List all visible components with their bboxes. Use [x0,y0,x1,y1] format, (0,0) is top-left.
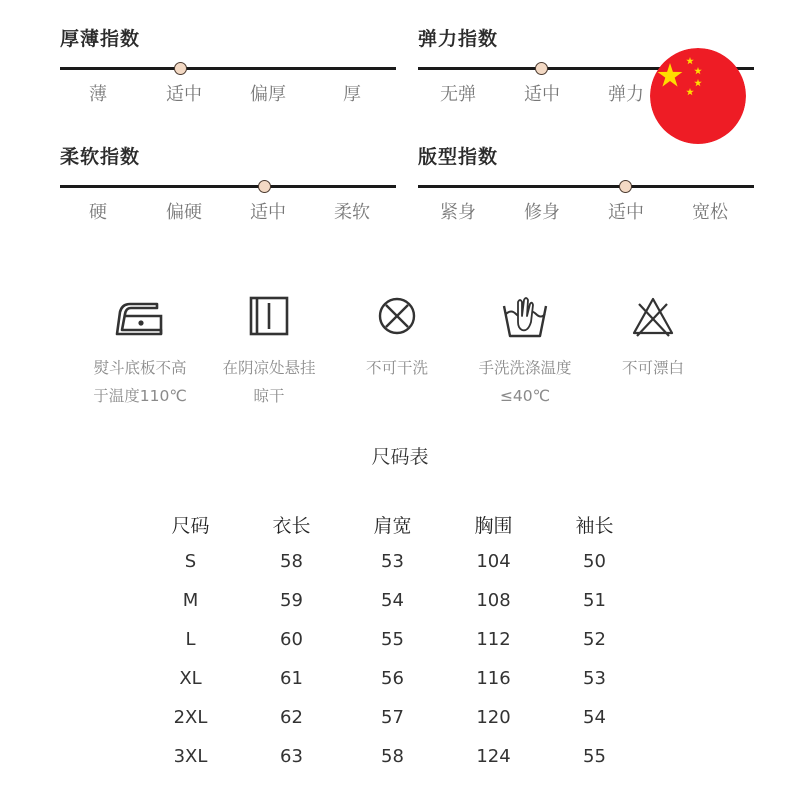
table-cell: 54 [583,707,606,728]
index-block-fit [418,142,758,242]
flag-background [650,48,746,144]
table-cell: L [185,629,196,650]
table-cell: 58 [381,746,404,767]
column-header: 衣长 [272,514,311,537]
scale-label: 无弹 [440,84,476,105]
care-hand-wash [455,292,595,410]
index-title: 柔软指数 [60,146,141,168]
table-cell: 55 [583,746,606,767]
care-text-line: 于温度110℃ [93,387,187,405]
column-header: 尺码 [171,514,210,537]
table-cell: 60 [280,629,303,650]
table-cell: 55 [381,629,404,650]
scale-indicator [174,62,187,75]
column-header: 袖长 [575,514,614,537]
table-cell: 61 [280,668,303,689]
scale-label: 适中 [524,84,560,105]
scale-label: 薄 [89,84,107,105]
index-title: 厚薄指数 [60,28,141,50]
index-block-thickness [60,24,400,124]
table-cell: 104 [476,551,511,572]
scale-line [418,185,754,188]
care-text-line: 晾干 [253,387,285,405]
care-no-bleach [583,292,723,382]
index-title: 版型指数 [418,146,499,168]
care-text-line: 不可漂白 [621,359,684,377]
scale-line [60,185,396,188]
table-cell: 56 [381,668,404,689]
table-cell: 2XL [173,707,208,728]
table-cell: 57 [381,707,404,728]
table-row [140,542,645,581]
table-cell: 53 [381,551,404,572]
table-header-row [140,506,645,542]
scale-label: 硬 [89,202,107,223]
column-header: 肩宽 [373,514,412,537]
table-row [140,659,645,698]
scale-label: 偏硬 [166,202,202,223]
scale-indicator [619,180,632,193]
table-cell: 50 [583,551,606,572]
care-text-line: 熨斗底板不高 [93,359,187,377]
index-title: 弹力指数 [418,28,499,50]
china-flag-icon [650,48,746,144]
table-row [140,581,645,620]
table-cell: 3XL [173,746,208,767]
table-row [140,698,645,737]
care-line-dry [199,292,339,410]
table-cell: 108 [476,590,511,611]
table-cell: M [182,590,199,611]
table-cell: 51 [583,590,606,611]
scale-label: 适中 [250,202,286,223]
china-flag-graphic [650,48,746,144]
scale-label: 弹力 [608,84,644,105]
table-cell: 112 [476,629,511,650]
scale-label: 修身 [524,202,560,223]
care-text-line: 在阴凉处悬挂 [222,359,316,377]
iron-low-heat-icon [105,292,175,342]
care-text-line: ≤40℃ [499,387,551,405]
scale-indicator [258,180,271,193]
scale-label: 紧身 [440,202,476,223]
table-row [140,737,645,776]
table-cell: 58 [280,551,303,572]
care-text-line: 不可干洗 [365,359,428,377]
scale-indicator [535,62,548,75]
table-cell: 116 [476,668,511,689]
table-cell: 120 [476,707,511,728]
no-bleach-icon [618,292,688,342]
table-cell: S [184,551,197,572]
table-cell: XL [179,668,202,689]
care-no-dry-clean [327,292,467,382]
scale-label: 适中 [608,202,644,223]
table-row [140,620,645,659]
size-table [140,506,645,776]
scale-label: 柔软 [334,202,370,223]
scale-label: 适中 [166,84,202,105]
index-block-softness [60,142,400,242]
scale-label: 偏厚 [250,84,286,105]
table-cell: 62 [280,707,303,728]
care-iron [70,292,210,410]
scale-label: 厚 [343,84,361,105]
table-cell: 59 [280,590,303,611]
table-cell: 63 [280,746,303,767]
line-dry-shade-icon [234,292,304,342]
table-cell: 54 [381,590,404,611]
column-header: 胸围 [474,514,513,537]
table-cell: 53 [583,668,606,689]
table-cell: 124 [476,746,511,767]
scale-label: 宽松 [692,202,728,223]
no-dry-clean-icon [362,292,432,342]
care-text-line: 手洗洗涤温度 [478,359,572,377]
scale-line [60,67,396,70]
hand-wash-icon [490,292,560,342]
size-table-title: 尺码表 [371,446,429,468]
table-cell: 52 [583,629,606,650]
